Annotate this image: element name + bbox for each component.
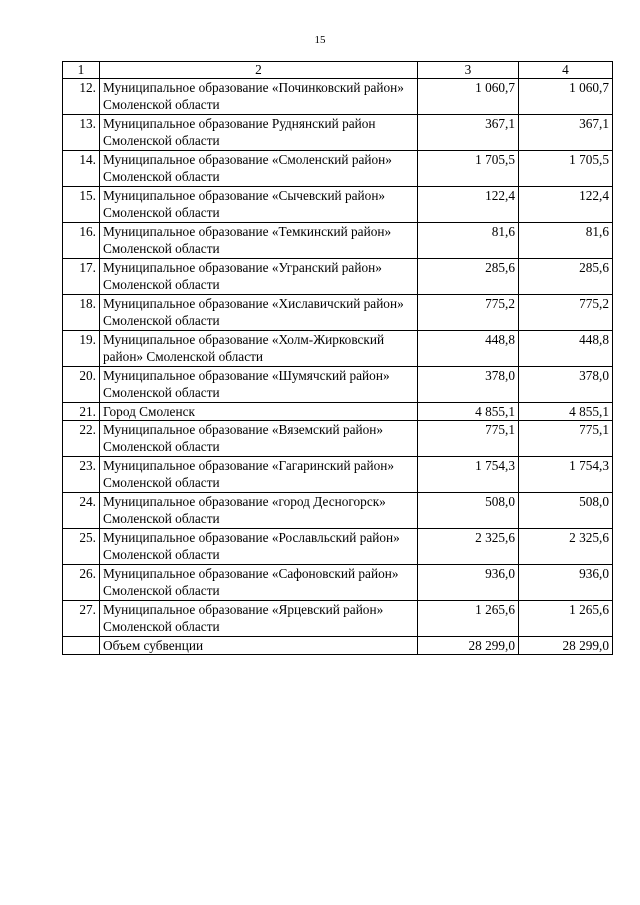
row-number: 12.	[63, 79, 100, 115]
row-number: 21.	[63, 403, 100, 421]
table-row	[63, 601, 613, 637]
table-row	[63, 223, 613, 259]
header-cell: 3	[418, 62, 519, 79]
row-number: 24.	[63, 493, 100, 529]
amount-col3: 1 754,3	[418, 457, 519, 493]
table-header-row	[63, 62, 613, 79]
table-row	[63, 79, 613, 115]
table-row	[63, 565, 613, 601]
row-number: 20.	[63, 367, 100, 403]
amount-col4: 775,1	[519, 421, 613, 457]
amount-col3: 448,8	[418, 331, 519, 367]
amount-col4: 81,6	[519, 223, 613, 259]
amount-col3: 367,1	[418, 115, 519, 151]
table-row	[63, 493, 613, 529]
row-number: 23.	[63, 457, 100, 493]
municipality-name: Муниципальное образование «Сафоновский район» Смоленской области	[100, 565, 418, 601]
municipality-name: Муниципальное образование Руднянский район Смоленской области	[100, 115, 418, 151]
amount-col4: 1 705,5	[519, 151, 613, 187]
amount-col4: 2 325,6	[519, 529, 613, 565]
amount-col4: 378,0	[519, 367, 613, 403]
municipality-name: Муниципальное образование «Сычевский район» Смоленской области	[100, 187, 418, 223]
amount-col3: 775,1	[418, 421, 519, 457]
amount-col4: 936,0	[519, 565, 613, 601]
table-row	[63, 115, 613, 151]
header-cell: 2	[100, 62, 418, 79]
amount-col4: 122,4	[519, 187, 613, 223]
row-number: 26.	[63, 565, 100, 601]
table-row	[63, 457, 613, 493]
header-cell: 1	[63, 62, 100, 79]
amount-col3: 4 855,1	[418, 403, 519, 421]
total-row	[63, 637, 613, 655]
row-number: 22.	[63, 421, 100, 457]
table-row	[63, 367, 613, 403]
amount-col3: 1 060,7	[418, 79, 519, 115]
municipality-name: Город Смоленск	[100, 403, 418, 421]
row-number: 16.	[63, 223, 100, 259]
total-label: Объем субвенции	[100, 637, 418, 655]
municipality-name: Муниципальное образование «Гагаринский район» Смоленской области	[100, 457, 418, 493]
row-number: 18.	[63, 295, 100, 331]
amount-col3: 122,4	[418, 187, 519, 223]
municipality-name: Муниципальное образование «Смоленский район» Смоленской области	[100, 151, 418, 187]
header-cell: 4	[519, 62, 613, 79]
row-number: 27.	[63, 601, 100, 637]
amount-col4: 285,6	[519, 259, 613, 295]
municipality-name: Муниципальное образование «Темкинский район» Смоленской области	[100, 223, 418, 259]
amount-col3: 285,6	[418, 259, 519, 295]
table-row	[63, 529, 613, 565]
amount-col3: 81,6	[418, 223, 519, 259]
table-row	[63, 151, 613, 187]
amount-col3: 1 265,6	[418, 601, 519, 637]
page-number: 15	[314, 34, 326, 46]
amount-col4: 367,1	[519, 115, 613, 151]
amount-col4: 1 754,3	[519, 457, 613, 493]
amount-col3: 2 325,6	[418, 529, 519, 565]
amount-col3: 1 705,5	[418, 151, 519, 187]
total-col3: 28 299,0	[418, 637, 519, 655]
municipality-name: Муниципальное образование «Хиславичский район» Смоленской области	[100, 295, 418, 331]
amount-col4: 508,0	[519, 493, 613, 529]
row-number: 17.	[63, 259, 100, 295]
municipality-name: Муниципальное образование «город Десногорск» Смоленской области	[100, 493, 418, 529]
table-row	[63, 421, 613, 457]
amount-col3: 936,0	[418, 565, 519, 601]
table-row	[63, 259, 613, 295]
table-row	[63, 295, 613, 331]
total-col4: 28 299,0	[519, 637, 613, 655]
amount-col4: 448,8	[519, 331, 613, 367]
municipality-name: Муниципальное образование «Вяземский район» Смоленской области	[100, 421, 418, 457]
municipality-name: Муниципальное образование «Починковский район» Смоленской области	[100, 79, 418, 115]
amount-col4: 1 265,6	[519, 601, 613, 637]
row-number: 19.	[63, 331, 100, 367]
total-empty-cell	[63, 637, 100, 655]
municipality-name: Муниципальное образование «Угранский район» Смоленской области	[100, 259, 418, 295]
table-row	[63, 331, 613, 367]
amount-col3: 775,2	[418, 295, 519, 331]
table-row	[63, 403, 613, 421]
municipality-name: Муниципальное образование «Рославльский район» Смоленской области	[100, 529, 418, 565]
subsidy-table	[62, 61, 613, 655]
row-number: 14.	[63, 151, 100, 187]
table-row	[63, 187, 613, 223]
amount-col4: 4 855,1	[519, 403, 613, 421]
row-number: 15.	[63, 187, 100, 223]
row-number: 25.	[63, 529, 100, 565]
municipality-name: Муниципальное образование «Шумячский район» Смоленской области	[100, 367, 418, 403]
amount-col4: 775,2	[519, 295, 613, 331]
municipality-name: Муниципальное образование «Холм-Жирковский район» Смоленской области	[100, 331, 418, 367]
row-number: 13.	[63, 115, 100, 151]
amount-col4: 1 060,7	[519, 79, 613, 115]
municipality-name: Муниципальное образование «Ярцевский район» Смоленской области	[100, 601, 418, 637]
amount-col3: 508,0	[418, 493, 519, 529]
amount-col3: 378,0	[418, 367, 519, 403]
